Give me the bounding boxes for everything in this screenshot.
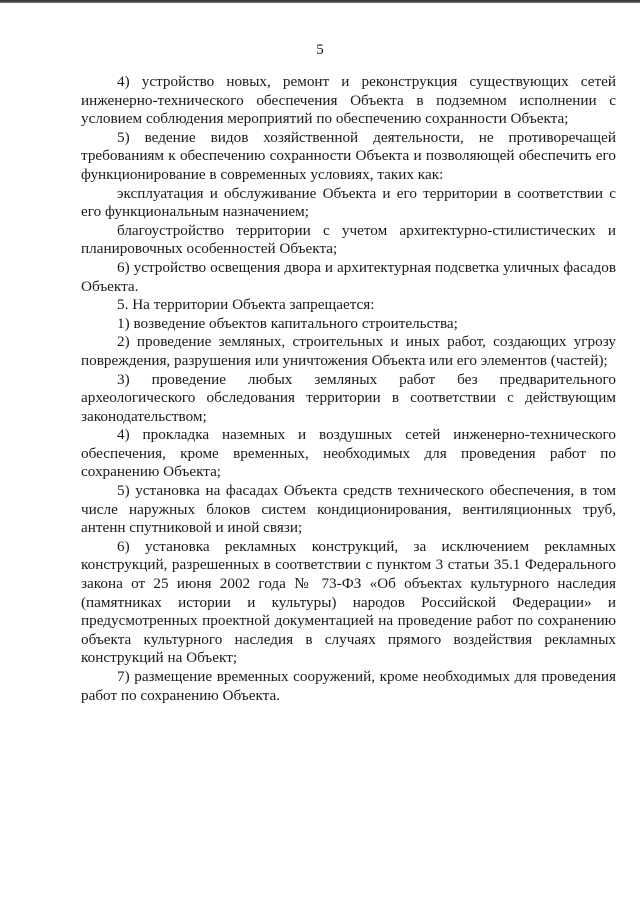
paragraph-item-6: 6) устройство освещения двора и архитектурная подсветка уличных фасадов Объекта. [81, 258, 616, 295]
paragraph-operation: эксплуатация и обслуживание Объекта и его территории в соответствии с его функциональным назначением; [81, 184, 616, 221]
paragraph-item-5: 5) ведение видов хозяйственной деятельности, не противоречащей требованиям к обеспечению сохранности Объекта и позволяющей обеспечить его функционирование в современных условиях, таких как: [81, 128, 616, 183]
page-number: 5 [316, 42, 324, 58]
document-body [81, 73, 616, 705]
paragraph-landscaping: благоустройство территории с учетом архитектурно-стилистических и планировочных особенностей Объекта; [81, 221, 616, 258]
prohibited-item-5: 5) установка на фасадах Объекта средств технического обеспечения, в том числе наружных блоков систем кондиционирования, вентиляционных труб, антенн спутниковой и иной связи; [81, 482, 616, 537]
section-heading-prohibited: 5. На территории Объекта запрещается: [117, 296, 375, 314]
prohibited-item-2: 2) проведение земляных, строительных и иных работ, создающих угрозу повреждения, разрушения или уничтожения Объекта или его элементов (частей); [81, 333, 616, 369]
prohibited-item-4: 4) прокладка наземных и воздушных сетей инженерно-технического обеспечения, кроме временных, необходимых для проведения работ по сохранению Объекта; [81, 426, 616, 481]
paragraph-item-4: 4) устройство новых, ремонт и реконструкция существующих сетей инженерно-технического обеспечения Объекта в подземном исполнении с условием соблюдения мероприятий по обеспечению сохранности Объекта; [81, 73, 616, 128]
prohibited-item-3: 3) проведение любых земляных работ без предварительного археологического обследования территории в соответствии с действующим законодательством; [81, 370, 616, 425]
prohibited-item-1: 1) возведение объектов капитального строительства; [117, 314, 458, 332]
prohibited-item-7: 7) размещение временных сооружений, кроме необходимых для проведения работ по сохранению Объекта. [81, 668, 616, 704]
prohibited-item-6: 6) установка рекламных конструкций, за исключением рекламных конструкций, разрешенных в соответствии с пунктом 3 статьи 35.1 Федерального закона от 25 июня 2002 года № 73-ФЗ «Об объектах культурного наследия (памятниках истории и культуры) народов Российской Федерации» и предусмотренных проектной документацией на проведение работ по сохранению объекта культурного наследия в случаях прямого воздействия рекламных конструкций на Объект; [81, 537, 616, 667]
page-top-edge [0, 0, 640, 3]
